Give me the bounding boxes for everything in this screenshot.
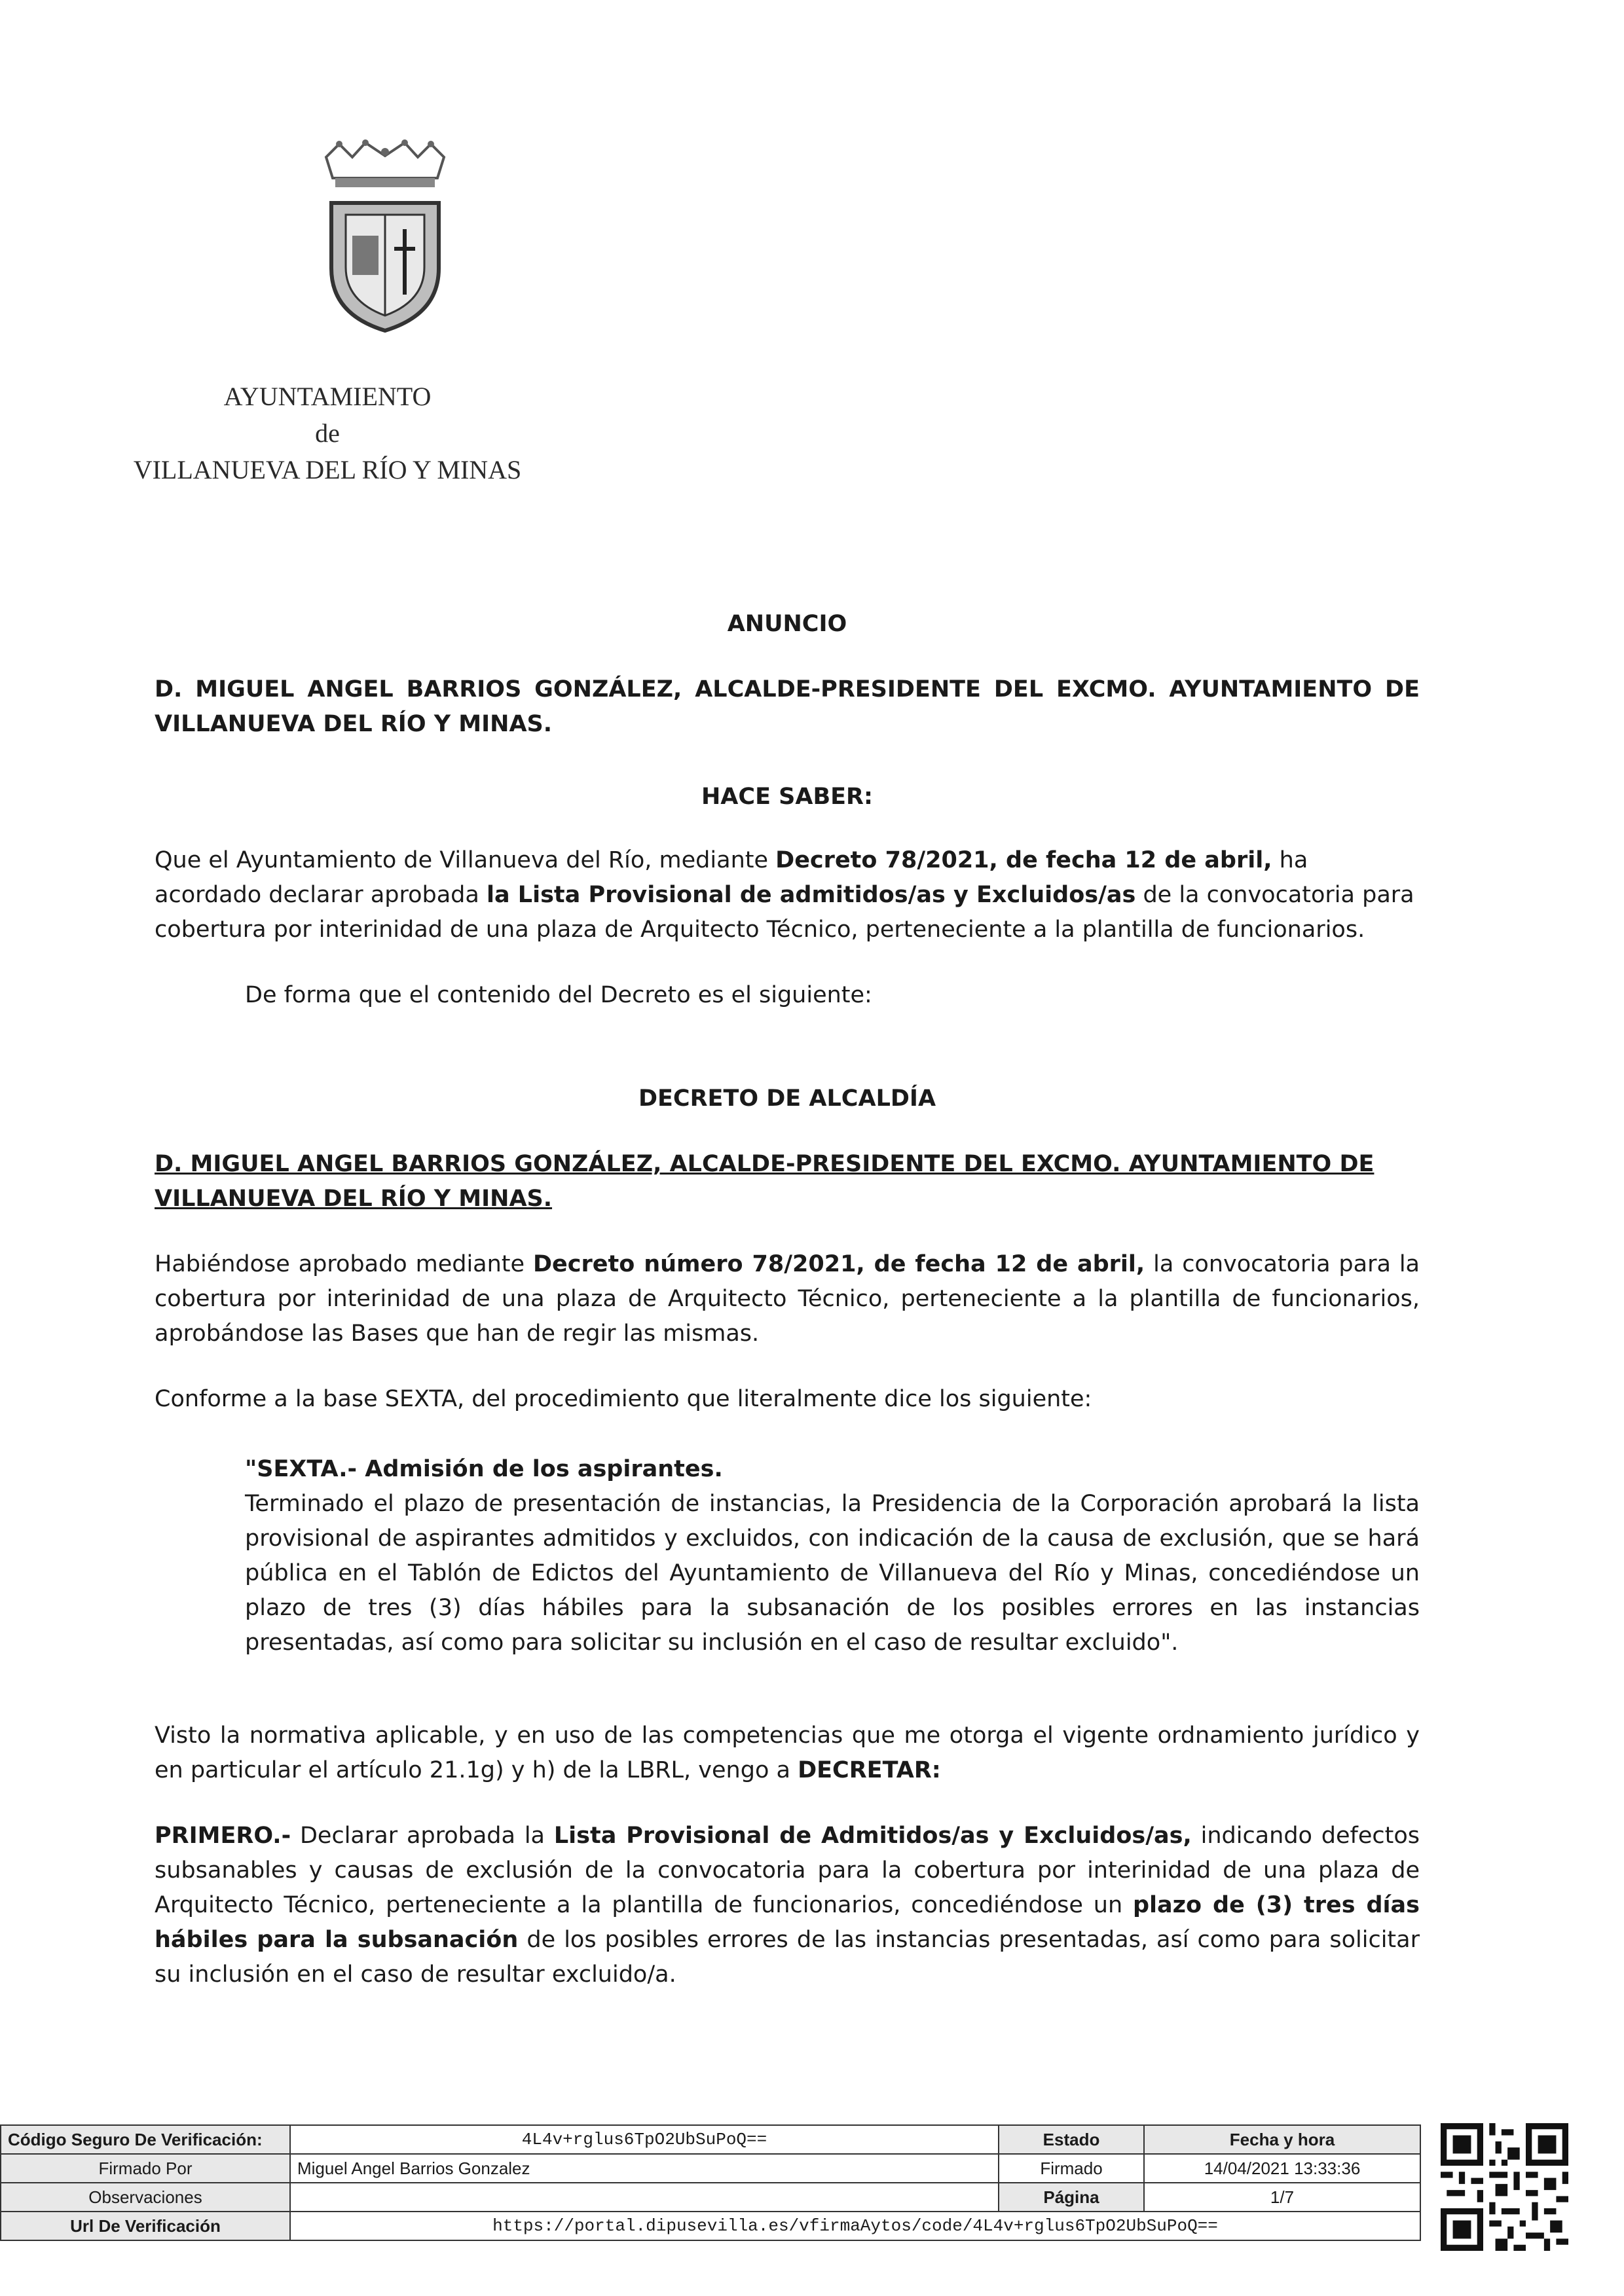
datetime-value: 14/04/2021 13:33:36 — [1144, 2154, 1420, 2183]
org-line-1: AYUNTAMIENTO — [223, 382, 432, 411]
decree-reference: Decreto número 78/2021, de fecha 12 de abril, — [532, 1251, 1145, 1277]
verification-code: 4L4v+rglus6TpO2UbSuPoQ== — [290, 2125, 999, 2154]
quote-body: Terminado el plazo de presentación de instancias, la Presidencia de la Corporación aprobará la lista provisional de aspirantes admitidos y excluidos, con indicación de la causa de exclusión, que se hará pública en el Tablón de Edictos del Ayuntamiento de Villanueva del Río y Minas, concediéndose un plazo de tres (3) días hábiles para la subsanación de los posibles errores en las instancias presentadas, así como para solicitar su inclusión en el caso de resultar excluido". — [245, 1491, 1420, 1656]
deadline-reference: plazo de (3) tres días hábiles para la subsanación — [155, 1892, 1420, 1953]
page-value: 1/7 — [1144, 2183, 1420, 2212]
observations-label: Observaciones — [1, 2183, 290, 2212]
text-run: indicando defectos subsanables y causas de exclusión de la convocatoria para la cobertura por interinidad de una plaza de Arquitecto Técnico, perteneciente a la plantilla de funcionarios, concediéndose un — [155, 1823, 1420, 1918]
state-label: Estado — [999, 2125, 1144, 2154]
text-run: Visto la normativa aplicable, y en uso de las competencias que me otorga el vigente ordnamiento jurídico y en particular el artículo 21.1g) y h) de la LBRL, vengo a — [155, 1722, 1420, 1783]
organization-letterhead — [131, 378, 524, 488]
primero-paragraph — [155, 1819, 1420, 1992]
state-value: Firmado — [999, 2154, 1144, 2183]
quote-title: "SEXTA.- Admisión de los aspirantes. — [245, 1456, 723, 1482]
decree-reference: Decreto 78/2021, de fecha 12 de abril, — [775, 847, 1272, 873]
table-row — [1, 2125, 1420, 2154]
table-row — [1, 2154, 1420, 2183]
text-run: de la convocatoria para cobertura por interinidad de una plaza de Arquitecto Técnico, perteneciente a la plantilla de funcionarios. — [155, 882, 1414, 943]
qr-code-icon — [1441, 2123, 1568, 2251]
base-sexta-quote — [245, 1452, 1420, 1660]
anuncio-paragraph-2: De forma que el contenido del Decreto es el siguiente: — [245, 982, 872, 1008]
url-label: Url De Verificación — [1, 2212, 290, 2240]
primero-label: PRIMERO.- — [155, 1823, 291, 1849]
decreto-issuer: D. MIGUEL ANGEL BARRIOS GONZÁLEZ, ALCALDE-PRESIDENTE DEL EXCMO. AYUNTAMIENTO DE VILLANUEVA DEL RÍO Y MINAS. — [155, 1151, 1375, 1212]
text-run: Que el Ayuntamiento de Villanueva del Río, mediante — [155, 847, 776, 873]
text-run: ha acordado declarar aprobada — [155, 847, 1308, 908]
anuncio-title: ANUNCIO — [727, 611, 847, 637]
decretar-keyword: DECRETAR: — [798, 1757, 941, 1783]
anuncio-issuer: D. MIGUEL ANGEL BARRIOS GONZÁLEZ, ALCALDE-PRESIDENTE DEL EXCMO. AYUNTAMIENTO DE VILLANUEVA DEL RÍO Y MINAS. — [155, 676, 1420, 737]
page-label: Página — [999, 2183, 1144, 2212]
hace-saber-heading: HACE SABER: — [701, 784, 873, 810]
list-reference: Lista Provisional de Admitidos/as y Excluidos/as, — [553, 1823, 1192, 1849]
verification-url[interactable]: https://portal.dipusevilla.es/vfirmaAytos/code/4L4v+rglus6TpO2UbSuPoQ== — [290, 2212, 1420, 2240]
decreto-title: DECRETO DE ALCALDÍA — [638, 1085, 936, 1112]
signature-table — [0, 2124, 1421, 2241]
text-run: la convocatoria para la cobertura por interinidad de una plaza de Arquitecto Técnico, perteneciente a la plantilla de funcionarios, aprobándose las Bases que han de regir las mismas. — [155, 1251, 1420, 1347]
signed-by-label: Firmado Por — [1, 2154, 290, 2183]
coat-of-arms-icon — [313, 137, 457, 334]
decreto-paragraph-3 — [155, 1719, 1420, 1788]
org-line-3: VILLANUEVA DEL RÍO Y MINAS — [133, 455, 522, 484]
verification-code-label: Código Seguro De Verificación: — [1, 2125, 290, 2154]
text-run: de los posibles errores de las instancias presentadas, así como para solicitar su inclusión en el caso de resultar excluido/a. — [155, 1927, 1420, 1988]
table-row — [1, 2183, 1420, 2212]
signed-by: Miguel Angel Barrios Gonzalez — [290, 2154, 999, 2183]
anuncio-paragraph-1 — [155, 843, 1420, 947]
list-reference: la Lista Provisional de admitidos/as y Excluidos/as — [486, 882, 1136, 908]
observations-value — [290, 2183, 999, 2212]
text-run: Habiéndose aprobado mediante — [155, 1251, 533, 1277]
decreto-paragraph-2: Conforme a la base SEXTA, del procedimiento que literalmente dice los siguiente: — [155, 1386, 1092, 1412]
decreto-paragraph-1 — [155, 1247, 1420, 1351]
org-line-2: de — [315, 418, 340, 448]
text-run: Declarar aprobada la — [291, 1823, 554, 1849]
table-row — [1, 2212, 1420, 2240]
datetime-label: Fecha y hora — [1144, 2125, 1420, 2154]
signature-footer — [0, 2118, 1624, 2269]
